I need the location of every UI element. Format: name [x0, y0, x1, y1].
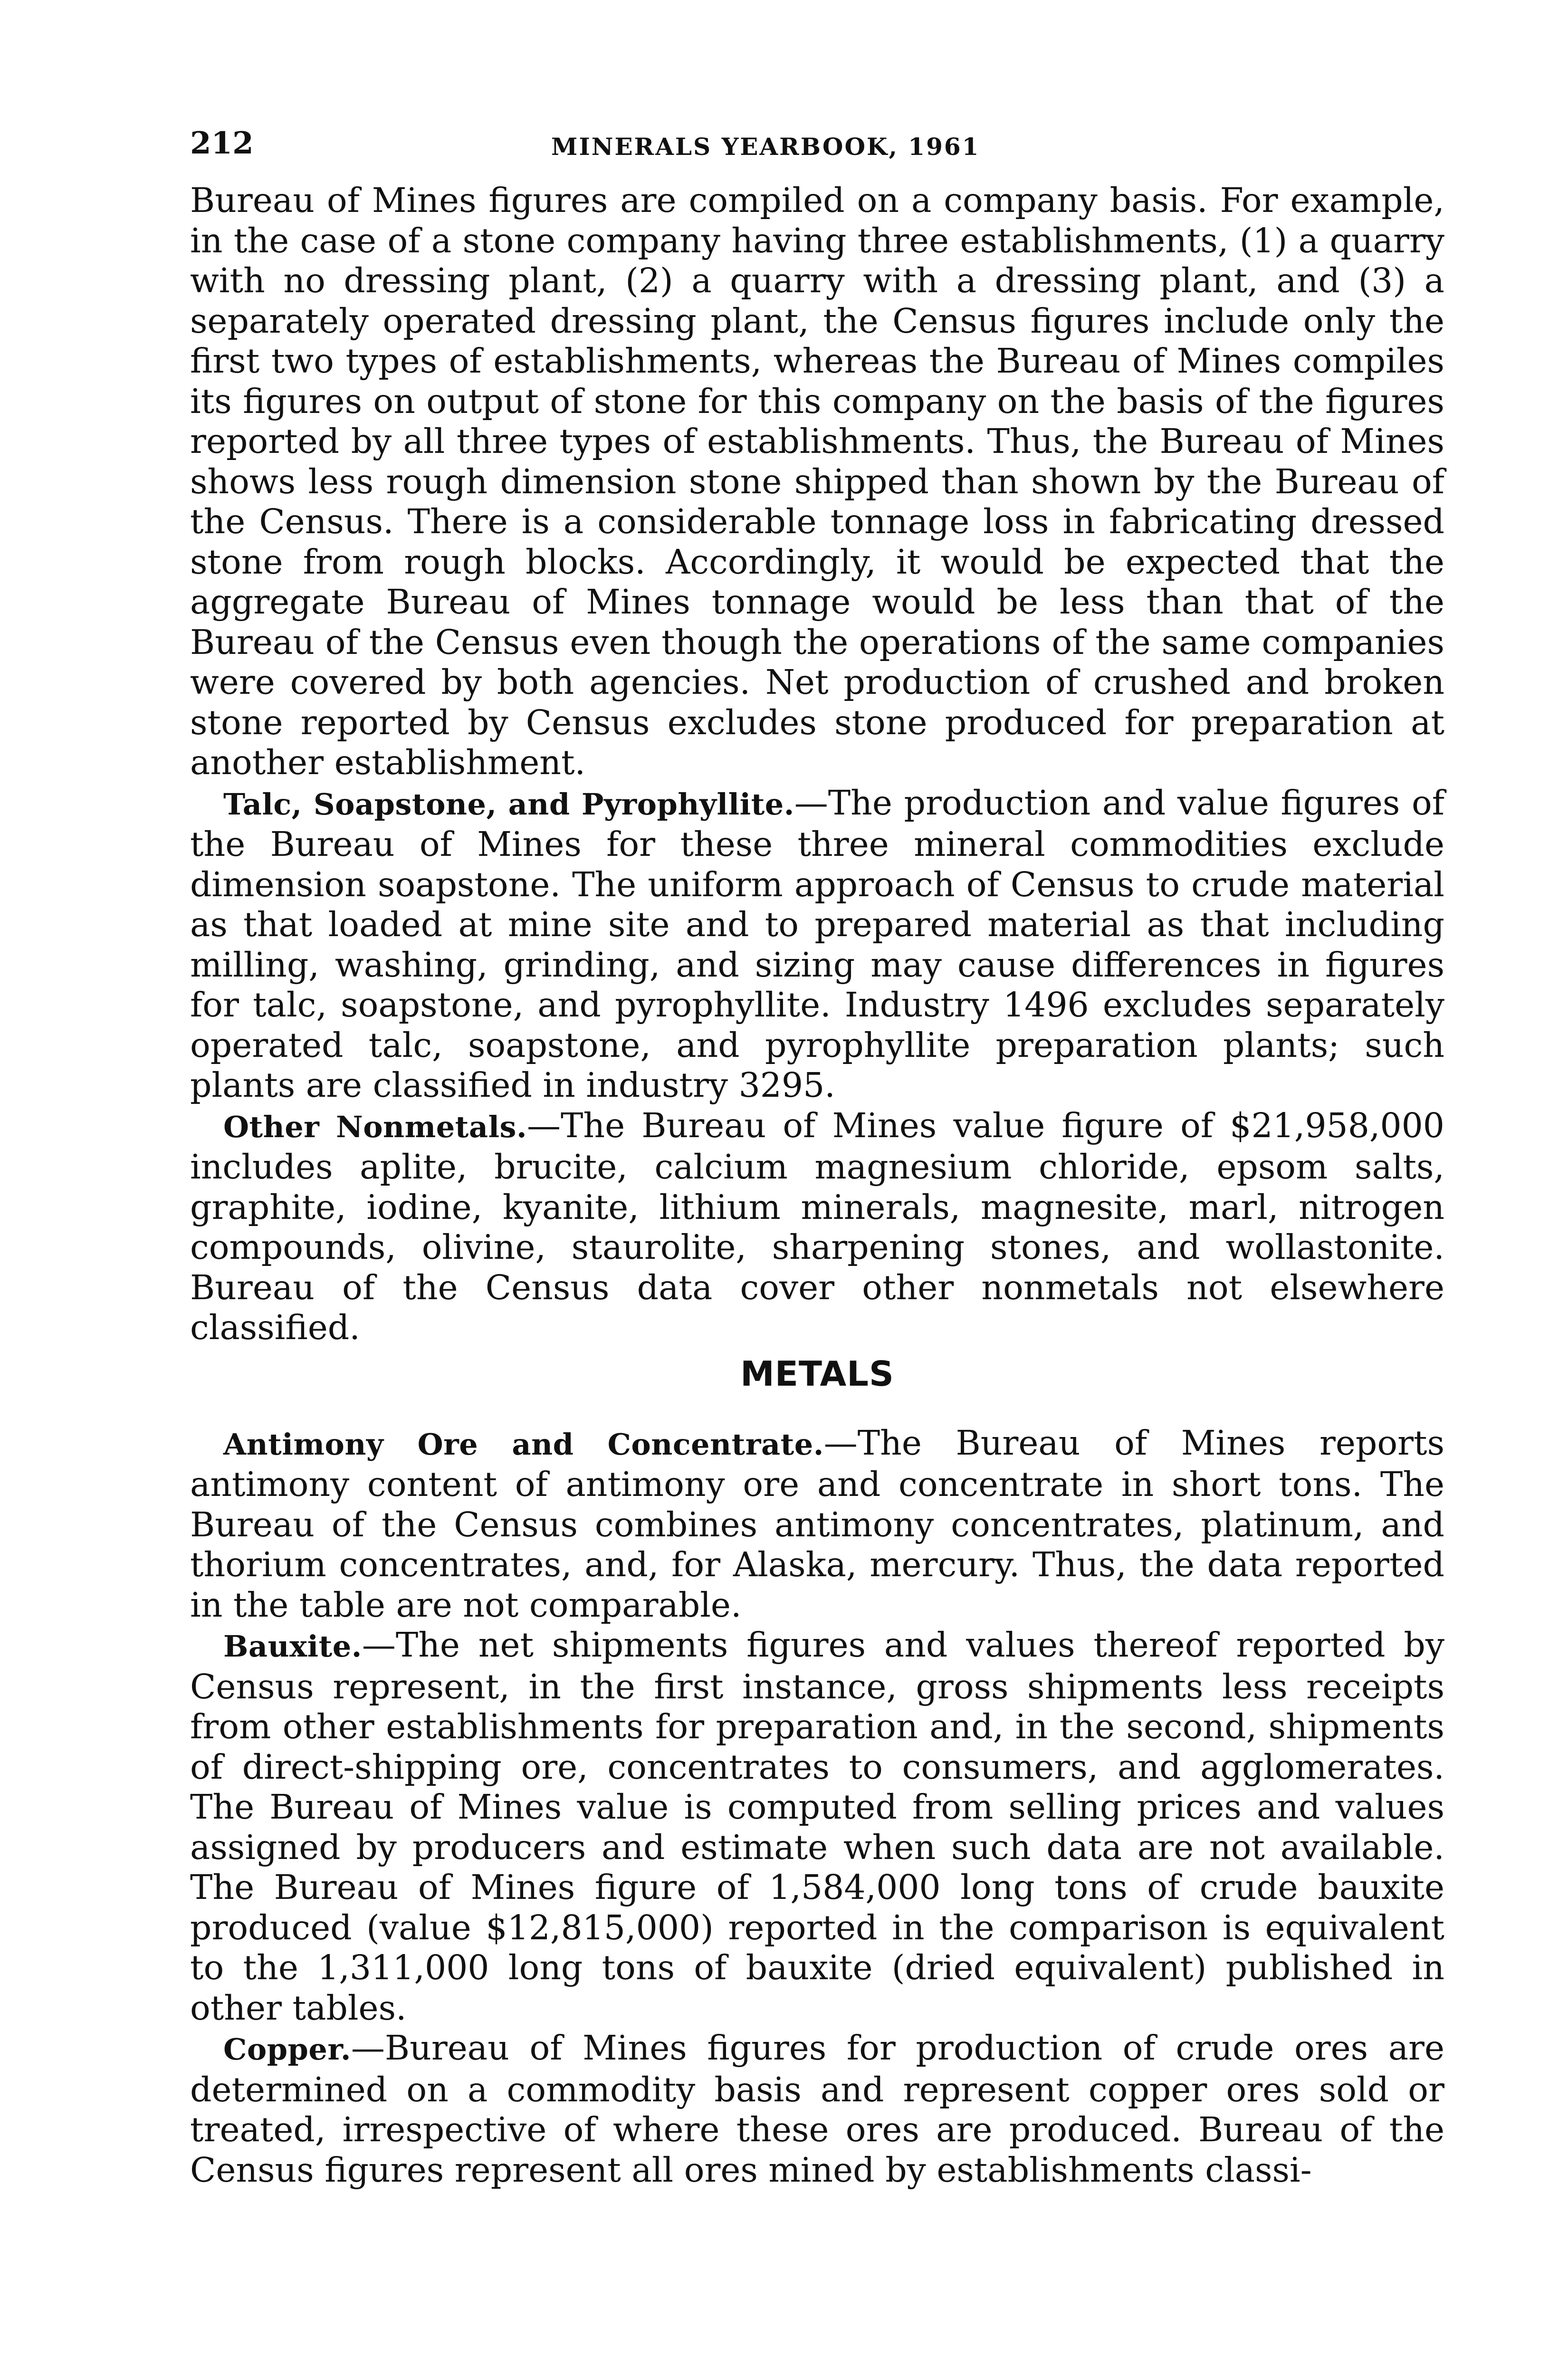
talc-heading: Talc, Soapstone, and Pyrophyllite. [223, 786, 794, 822]
bauxite-paragraph [190, 1625, 1444, 2028]
bauxite-text: —The net shipments figures and values thereof reported by Census represent, in the first instance, gross shipments less receipts from other establishments for preparation and, in the second, shipments of direct-shipping ore, concentrates to consumers, and agglomerates. The Bureau of Mines value is computed from selling prices and values assigned by producers and estimate when such data are not available. The Bureau of Mines figure of 1,584,000 long tons of crude bauxite produced (value $12,815,000) reported in the comparison is equivalent to the 1,311,000 long tons of bauxite (dried equivalent) published in other tables. [190, 1625, 1444, 2028]
talc-text: —The production and value figures of the Bureau of Mines for these three mineral commodities exclude dimension soapstone. The uniform approach of Census to crude material as that loaded at mine site and to prepared material as that including milling, washing, grinding, and sizing may cause differences in figures for talc, soapstone, and pyrophyllite. Industry 1496 excludes separately operated talc, soapstone, and pyrophyllite preparation plants; such plants are classified in industry 3295. [190, 783, 1444, 1105]
antimony-text: —The Bureau of Mines reports antimony content of antimony ore and concentrate in short tons. The Bureau of the Census combines antimony concentrates, platinum, and thorium concentrates, and, for Alaska, mercury. Thus, the data reported in the table are not comparable. [190, 1423, 1445, 1625]
other-nonmetals-text: —The Bureau of Mines value figure of $21,958,000 includes aplite, brucite, calcium magnesium chloride, epsom salts, graphite, iodine, kyanite, lithium minerals, magnesite, marl, nitrogen compounds, olivine, staurolite, sharpening stones, and wollastonite. Bureau of the Census data cover other nonmetals not elsewhere classified. [190, 1105, 1444, 1347]
page-number: 212 [190, 125, 254, 161]
copper-heading: Copper. [223, 2032, 351, 2067]
metals-section-heading: METALS [740, 1353, 894, 1394]
copper-paragraph [190, 2028, 1444, 2190]
intro-paragraph: Bureau of Mines figures are compiled on a company basis. For example, in the case of a stone company having three establishments, (1) a quarry with no dressing plant, (2) a quarry with a dressing plant, and (3) a separately operated dressing plant, the Census figures include only the first two types of establishments, whereas the Bureau of Mines compiles its figures on output of stone for this company on the basis of the figures reported by all three types of establishments. Thus, the Bureau of Mines shows less rough dimension stone shipped than shown by the Bureau of the Census. There is a considerable tonnage loss in fabricating dressed stone from rough blocks. Accordingly, it would be expected that the aggregate Bureau of Mines tonnage would be less than that of the Bureau of the Census even though the operations of the same companies were covered by both agencies. Net production of crushed and broken stone reported by Census excludes stone produced for preparation at another establishment. [190, 181, 1444, 782]
other-nonmetals-paragraph [190, 1106, 1444, 1348]
bauxite-heading: Bauxite. [223, 1629, 362, 1664]
talc-paragraph [190, 783, 1444, 1106]
antimony-heading: Antimony Ore and Concentrate. [223, 1427, 824, 1462]
body-text [190, 181, 1444, 2190]
page [190, 125, 1445, 2190]
running-head [190, 125, 1444, 181]
running-title: MINERALS YEARBOOK, 1961 [551, 133, 980, 161]
antimony-paragraph [190, 1423, 1444, 1626]
copper-text: —Bureau of Mines figures for production of crude ores are determined on a commodity basis and represent copper ores sold or treated, irrespective of where these ores are produced. Bureau of the Census figures represent all ores mined by establishments classi- [190, 2028, 1444, 2190]
other-nonmetals-heading: Other Nonmetals. [223, 1109, 527, 1144]
